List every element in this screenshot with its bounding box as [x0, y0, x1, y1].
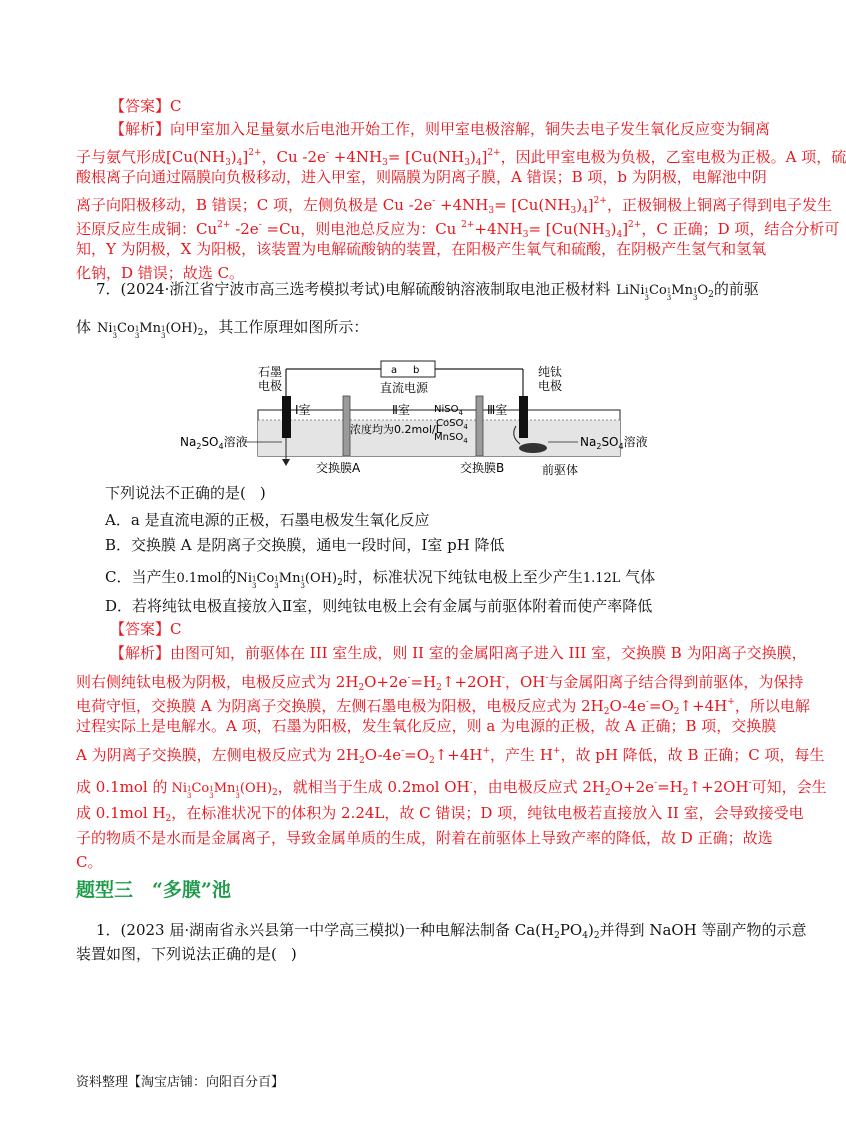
ti-label: 纯钛: [538, 365, 563, 379]
answer-line-1: [110, 95, 182, 117]
salt-cobalt: CoSO$_4$: [436, 418, 468, 431]
analysis1-text: = [Cu(NH: [387, 148, 465, 166]
option-c-text: 时，标准状况下纯钛电极上至少产生: [342, 568, 583, 586]
analysis2-text: 与金属阳离子结合得到前驱体，为保持: [548, 673, 804, 691]
precursor-deposit: [519, 443, 547, 453]
analysis1-line-2: 子与氨气形成$[Cu(NH_3)_4]^{2+}$，Cu $-2e^- +4NH_3= [Cu(NH_3)_4]^{2+}$，因此甲室电极为负极，乙室电极为正极。A 项，硫: [76, 148, 846, 168]
analysis1-line-5: 还原反应生成铜：$Cu^{2+}$ -2e- =Cu，则电池总反应为：Cu $^{2+}+4NH_3= [Cu(NH_3)_4]^{2+}$，C 正确；D 项，结合分析可: [76, 220, 840, 240]
membrane-b-label: 交换膜B: [460, 461, 505, 475]
room-3-label: Ⅲ室: [487, 403, 508, 417]
analysis2-text: =H: [410, 673, 437, 691]
option-b: B．交换膜 A 是阴离子交换膜，通电一段时间，Ⅰ室 pH 降低: [105, 536, 505, 554]
analysis1-text: +4NH: [328, 148, 383, 166]
analysis2-line-5: A 为阴离子交换膜，左侧电极反应式为 $2H_2O-4e^-=O_2↑+4H^+$，产生 H+，故 pH 降低，故 B 正确；C 项，每生: [76, 746, 825, 766]
analysis2-text: 电荷守恒，交换膜 A 为阴离子交换膜，左侧石墨电极为阳极，电极反应式为 2H: [76, 697, 604, 715]
option-c-formula: Ni1 3Co1 3Mn1 $3(OH)_2$: [236, 571, 343, 590]
analysis2-text: ，由电极反应式 2H: [472, 778, 606, 796]
formula-precursor: Ni1 3Co1 3Mn1 $3(OH)_2$: [97, 321, 204, 340]
option-d: D．若将纯钛电极直接放入Ⅱ室，则纯钛电极上会有金属与前驱体附着而使产率降低: [105, 597, 653, 615]
answer-label: 【答案】: [110, 620, 171, 638]
salt-nickel: NiSO$_4$: [434, 404, 463, 417]
concentration-label: 浓度均为0.2mol/L: [350, 423, 442, 436]
analysis1-text: ): [576, 196, 583, 214]
ti-electrode: [519, 396, 528, 438]
graphite-electrode: [282, 396, 291, 438]
graphite-arrow-head: [282, 459, 290, 466]
analysis2-text: 可知，会生: [751, 778, 827, 796]
analysis2-text: A 为阴离子交换膜，左侧电极反应式为 2H: [76, 746, 359, 764]
membrane-b: [476, 396, 483, 456]
analysis1-text: ，Cu -2e: [261, 148, 326, 166]
question-text: 的前驱: [713, 280, 759, 298]
analysis2-line-9: C。: [76, 853, 103, 871]
analysis2-text: O+2e: [364, 673, 408, 691]
option-c-volume: 1.12L: [582, 571, 621, 586]
power-source-box: [381, 361, 435, 377]
analysis2-line-4: 过程实际上是电解水。A 项，石墨为阳极，发生氧化反应，则 a 为电源的正极，故 A 正确；B 项，交换膜: [76, 717, 777, 735]
analysis2-text: O-4e: [364, 746, 402, 764]
power-terminal-a: a: [391, 365, 398, 376]
question-text: 体: [76, 318, 92, 336]
analysis2-line-6: 成 0.1mol 的 Ni1 3Co1 3Mn1 $3(OH)_2$，就相当于生成 0.2mol OH-，由电极反应式 $2H_2O+2e^-=H_2↑+2OH^-$可知，会生: [76, 778, 827, 800]
question-1-line-2: [76, 943, 297, 965]
analysis1-text: +4NH: [474, 220, 523, 238]
analysis1-text: +4NH: [435, 196, 489, 214]
analysis1-text: ): [230, 148, 237, 166]
analysis2-text: O-4e: [609, 697, 646, 715]
room-2-label: Ⅱ室: [392, 403, 410, 417]
analysis-label: 【解析】: [110, 644, 171, 662]
question-text: ): [587, 921, 594, 939]
analysis2-formula: Ni1 3Co1 3Mn1 $3(OH)_2$: [171, 781, 278, 800]
room-1-label: Ⅰ室: [295, 403, 311, 417]
power-terminal-b: b: [413, 365, 420, 376]
analysis1-text: = [Cu(NH: [528, 220, 605, 238]
analysis1-text: =Cu，则电池总反应为：Cu: [261, 220, 462, 238]
analysis2-line-2: 则右侧纯钛电极为阴极，电极反应式为 $2H_2O+2e^-=H_2↑+2OH^-$，OH-与金属阳离子结合得到前驱体，为保持: [76, 673, 804, 693]
power-label: 直流电源: [380, 381, 429, 395]
analysis1-text: 子与氨气形成[Cu(NH: [76, 148, 226, 166]
graphite-label: 石墨: [258, 365, 283, 379]
question-7-line-1: [96, 278, 759, 306]
electrolysis-diagram: [170, 358, 660, 478]
answer-line-2: [110, 618, 182, 640]
analysis2-text: ↑+2OH: [688, 778, 749, 796]
option-c-text: 的: [221, 568, 237, 586]
prompt-text: 下列说法不正确的是(: [105, 484, 246, 502]
analysis-label: 【解析】: [110, 120, 171, 138]
analysis1-line-7: 化钠，D 错误；故选 C。: [76, 264, 245, 282]
membrane-a: [343, 396, 350, 456]
option-a: A．a 是直流电源的正极，石墨电极发生氧化反应: [105, 511, 430, 529]
question-text: 装置如图，下列说法正确的是(: [76, 945, 277, 963]
analysis2-text: ↑+2OH: [441, 673, 502, 691]
analysis2-text: ，在标准状况下的体积为 2.24L，故 C 错误；D 项，纯钛电极若直接放入 II 室，会导致接受电: [171, 804, 804, 822]
analysis2-text: ，就相当于生成 0.2mol OH: [277, 778, 470, 796]
question-text: 电解硫酸钠溶液制取电池正极材料: [385, 280, 611, 298]
analysis1-text: ，C 正确；D 项，结合分析可: [641, 220, 840, 238]
question-source: (2024·浙江省宁波市高三选考模拟考试): [120, 280, 386, 298]
analysis1-text: ]: [587, 196, 594, 214]
analysis2-text: 则右侧纯钛电极为阴极，电极反应式为 2H: [76, 673, 359, 691]
analysis1-text: 向甲室加入足量氨水后电池开始工作，则甲室电极溶解，铜失去电子发生氧化反应变为铜离: [170, 120, 771, 138]
analysis1-line-4: 离子向阳极移动，B 错误；C 项，左侧负极是 Cu $-2e^- +4NH_3= [Cu(NH_3)_4]^{2+}$，正极铜极上铜离子得到电子发生: [76, 196, 832, 216]
answer-label: 【答案】: [110, 97, 171, 115]
analysis2-text: =O: [404, 746, 429, 764]
option-c-text: 气体: [620, 568, 656, 586]
analysis1-text: ，正极铜极上铜离子得到电子发生: [606, 196, 832, 214]
analysis1-text: ，因此甲室电极为负极，乙室电极为正极。A 项，硫: [500, 148, 846, 166]
analysis2-line-1: [110, 642, 807, 664]
analysis1-text: ]: [481, 148, 488, 166]
analysis1-text: ]: [622, 220, 629, 238]
membrane-a-label: 交换膜A: [316, 461, 361, 475]
question-number: 1．: [96, 921, 121, 939]
question-text: 并得到 NaOH 等副产物的示意: [599, 921, 807, 939]
right-solution-label: $Na_2SO_4$溶液: [580, 435, 648, 451]
option-c: [105, 566, 655, 594]
analysis1-line-3: 酸根离子向通过隔膜向负极移动，进入甲室，则隔膜为阴离子膜，A 错误；B 项，b 为阴极，电解池中阴: [76, 168, 767, 186]
analysis2-text: 成 0.1mol H: [76, 804, 166, 822]
analysis2-text: ，故 pH 降低，故 B 正确；C 项，每生: [560, 746, 825, 764]
ti-label-2: 电极: [538, 379, 563, 393]
analysis2-text: ，所以电解: [734, 697, 810, 715]
option-c-amount: 0.1mol: [176, 571, 222, 586]
formula-text: LiNi: [616, 283, 645, 298]
analysis2-text: ↑+4H: [434, 746, 483, 764]
analysis1-line-1: [110, 118, 770, 140]
analysis1-text: 还原反应生成铜：Cu: [76, 220, 218, 238]
option-c-text: C．当产生: [105, 568, 177, 586]
precursor-label: 前驱体: [542, 463, 579, 477]
analysis1-text: ): [469, 148, 476, 166]
analysis2-text: O+2e: [610, 778, 655, 796]
question-text: ，其工作原理如图所示：: [203, 318, 369, 336]
analysis1-line-6: 知，Y 为阴极，X 为阳极，该装置为电解硫酸钠的装置，在阳极产生氧气和硫酸，在阴极产生氢气和氢氧: [76, 240, 767, 258]
analysis2-text: ，OH: [504, 673, 546, 691]
analysis2-text: =H: [657, 778, 683, 796]
question-text: (2023 届·湖南省永兴县第一中学高三模拟)一种电解法制备 Ca(H: [120, 921, 555, 939]
section-heading: 题型三 “多膜”池: [76, 879, 231, 901]
question-7-line-2: [76, 316, 368, 344]
analysis1-text: 离子向阳极移动，B 错误；C 项，左侧负极是 Cu -2e: [76, 196, 433, 214]
analysis2-text: =O: [648, 697, 674, 715]
question-number: 7．: [96, 280, 121, 298]
question-text: PO: [559, 921, 583, 939]
analysis2-text: ，产生 H: [490, 746, 553, 764]
salt-manganese: MnSO$_4$: [434, 432, 468, 445]
left-solution-label: $Na_2SO_4$溶液: [180, 435, 248, 451]
formula-li-material: LiNi1 3Co1 3Mn1 $3O_2$: [616, 283, 714, 302]
footer-text: 资料整理【淘宝店铺：向阳百分百】: [76, 1075, 285, 1090]
analysis2-text: ↑+4H: [679, 697, 728, 715]
analysis2-line-8: 子的物质不是水而是金属离子，导致金属单质的生成，附着在前驱体上导致产率的降低，故 D 正确；故选: [76, 829, 773, 847]
analysis2-line-3: 电荷守恒，交换膜 A 为阴离子交换膜，左侧石墨电极为阳极，电极反应式为 $2H_2O-4e^-=O_2↑+4H^+$，所以电解: [76, 697, 810, 717]
analysis2-text: 成 0.1mol 的: [76, 778, 168, 796]
answer-value: C: [170, 620, 182, 638]
analysis1-text: ): [610, 220, 617, 238]
analysis1-text: -2e: [230, 220, 259, 238]
analysis1-text: = [Cu(NH: [494, 196, 571, 214]
graphite-label-2: 电极: [258, 379, 283, 393]
prompt-end: ): [259, 484, 266, 502]
question-text: ): [290, 945, 297, 963]
question-1-line-1: 1．(2023 届·湖南省永兴县第一中学高三模拟)一种电解法制备 $Ca(H_2PO_4)_2$并得到 NaOH 等副产物的示意: [96, 921, 807, 941]
answer-value: C: [170, 97, 182, 115]
analysis2-text: 由图可知，前驱体在 III 室生成，则 II 室的金属阳离子进入 III 室，交换膜 B 为阳离子交换膜，: [170, 644, 807, 662]
analysis1-text: ]: [242, 148, 249, 166]
analysis2-line-7: 成 0.1mol $H_2$，在标准状况下的体积为 2.24L，故 C 错误；D 项，纯钛电极若直接放入 II 室，会导致接受电: [76, 804, 804, 824]
question-7-prompt: [105, 482, 266, 504]
